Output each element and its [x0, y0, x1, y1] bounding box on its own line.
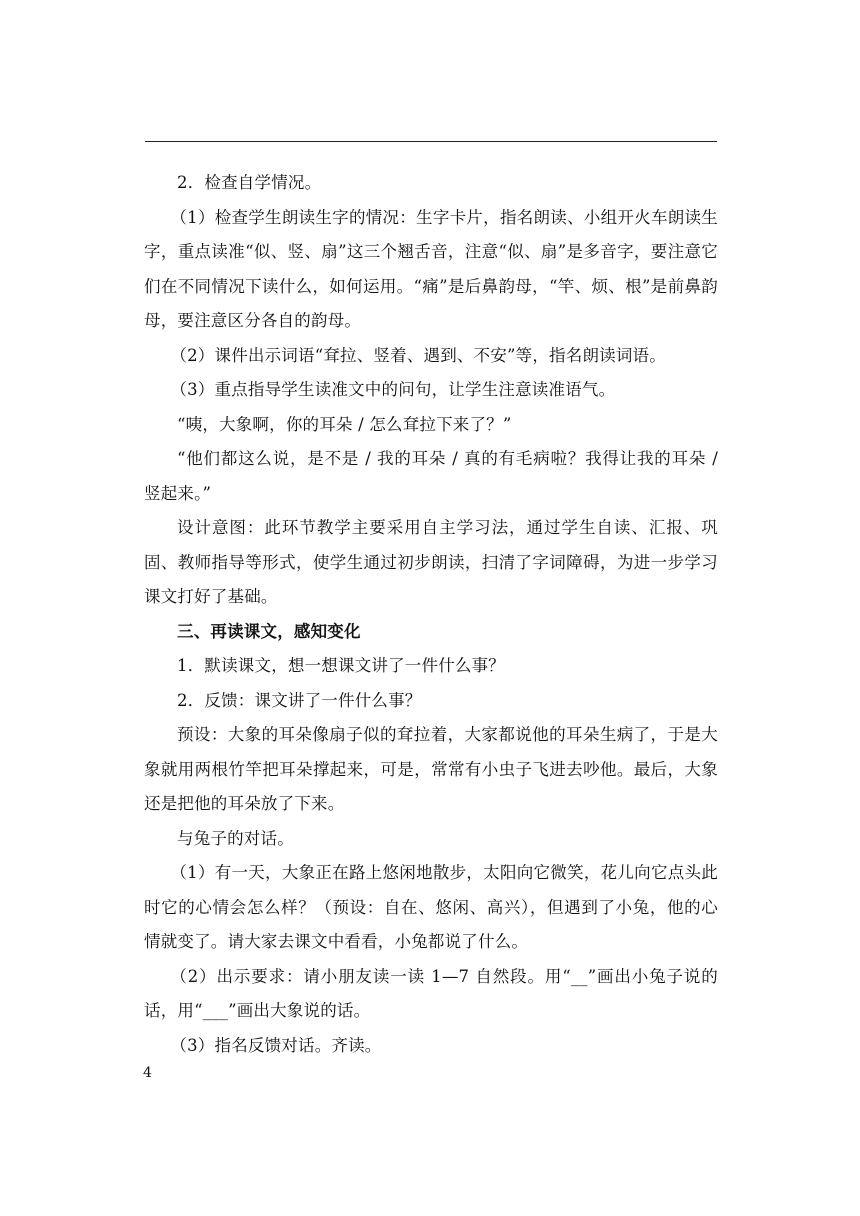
paragraph: （2）课件出示词语“耷拉、竖着、遇到、不安”等，指名朗读词语。 [170, 345, 666, 365]
paragraph: （2）出示要求：请小朋友读一读 1—7 自然段。用“__”画出小兔子说的话，用“___”画出大象说的话。 [144, 966, 718, 1020]
paragraph: （1）检查学生朗读生字的情况：生字卡片，指名朗读、小组开火车朗读生字，重点读准“似、竖、扇”这三个翘舌音，注意“似、扇”是多音字，要注意它们在不同情况下读什么，如何运用。“痛”是后鼻韵母，“竿、烦、根”是前鼻韵母，要注意区分各自的韵母。 [144, 207, 718, 330]
paragraph: 设计意图：此环节教学主要采用自主学习法，通过学生自读、汇报、巩固、教师指导等形式，使学生通过初步朗读，扫清了字词障碍，为进一步学习课文打好了基础。 [144, 518, 718, 606]
paragraph: 2．检查自学情况。 [177, 173, 322, 192]
quoted-sentence: “咦，大象啊，你的耳朵 / 怎么耷拉下来了？” [177, 414, 512, 434]
quoted-sentence: “他们都这么说，是不是 / 我的耳朵 / 真的有毛病啦？我得让我的耳朵 / 竖起来。” [144, 449, 718, 503]
paragraph: 2．反馈：课文讲了一件什么事？ [177, 690, 422, 710]
paragraph: （1）有一天，大象正在路上悠闲地散步，太阳向它微笑，花儿向它点头此时它的心情会怎么样？（预设：自在、悠闲、高兴），但遇到了小兔，他的心情就变了。请大家去课文中看看，小兔都说了什么。 [144, 863, 718, 951]
page-number: 4 [143, 1065, 152, 1081]
paragraph: 预设：大象的耳朵像扇子似的耷拉着，大家都说他的耳朵生病了，于是大象就用两根竹竿把耳朵撑起来，可是，常常有小虫子飞进去吵他。最后，大象还是把他的耳朵放了下来。 [144, 725, 718, 813]
paragraph: （3）指名反馈对话。齐读。 [170, 1035, 382, 1055]
paragraph: 与兔子的对话。 [177, 828, 294, 848]
document-body [144, 166, 718, 1063]
paragraph: 1．默读课文，想一想课文讲了一件什么事？ [177, 656, 505, 675]
paragraph: （3）重点指导学生读准文中的问句，让学生注意读准语气。 [170, 380, 616, 399]
header-rule [145, 141, 717, 142]
section-heading: 三、再读课文，感知变化 [177, 621, 361, 641]
